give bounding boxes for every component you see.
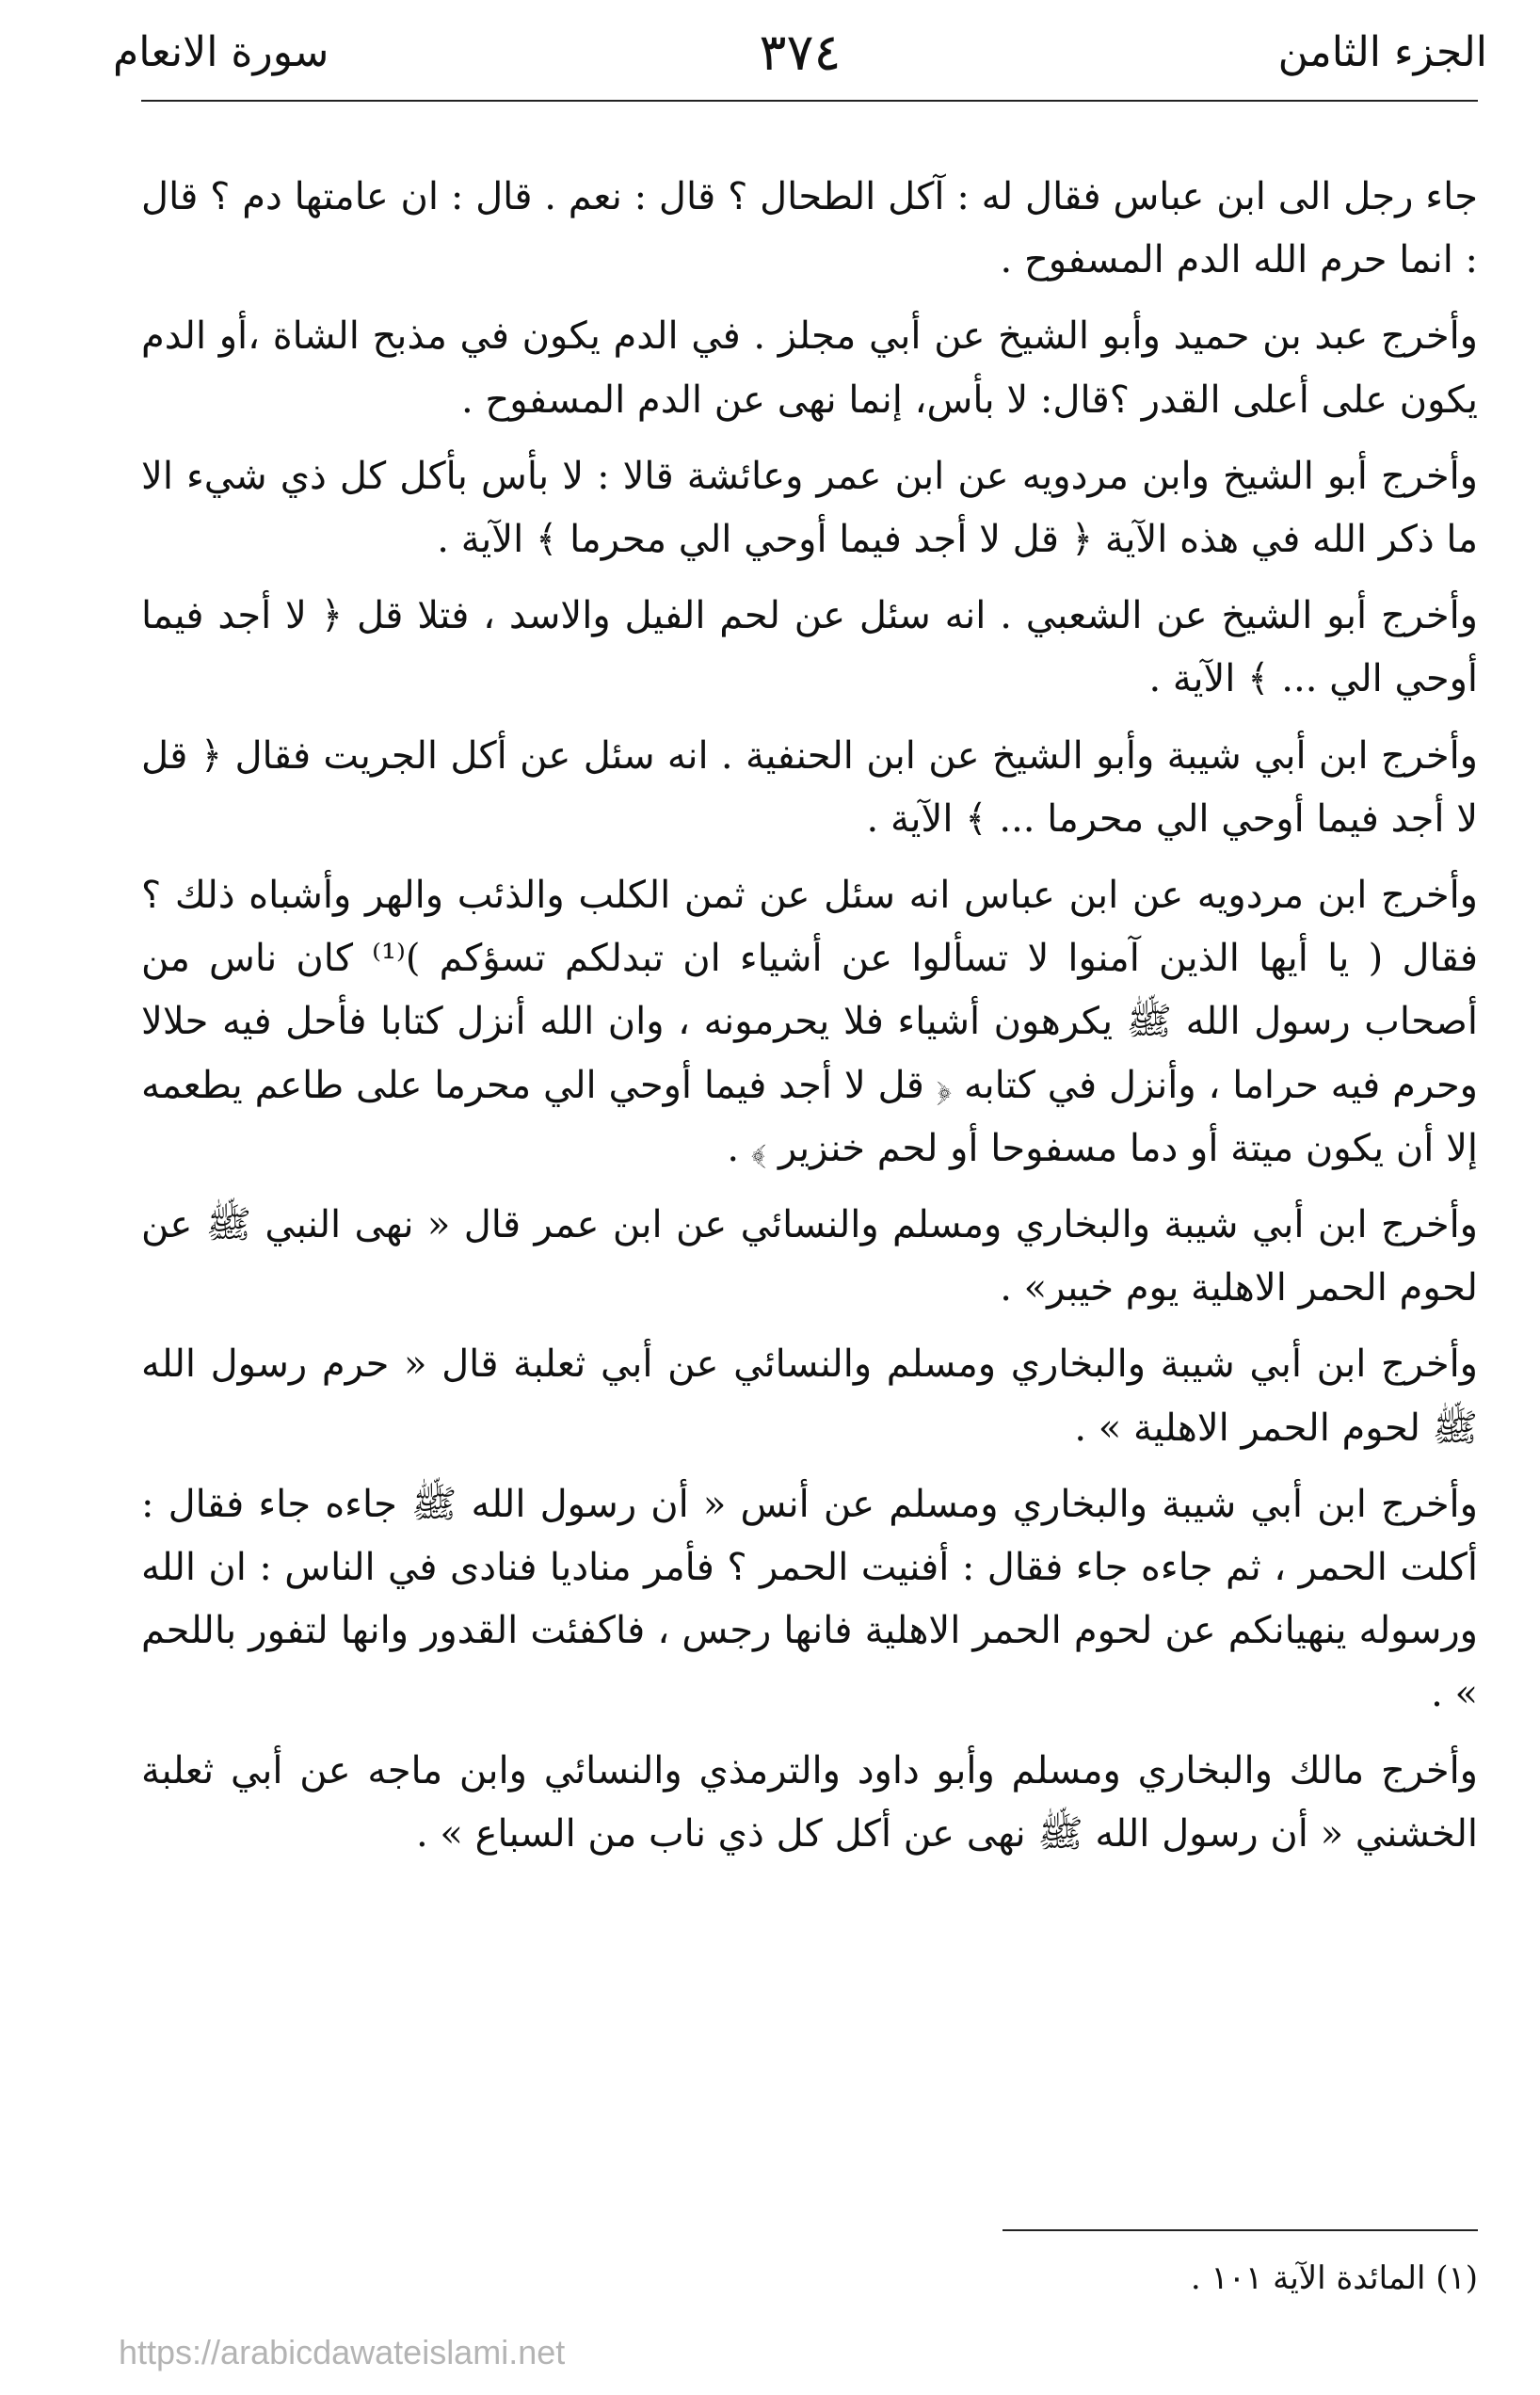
paragraph: وأخرج ابن أبي شيبة والبخاري ومسلم والنسائي عن ابن عمر قال « نهى النبي ﷺ عن لحوم الحمر الاهلية يوم خيبر» . — [141, 1203, 1478, 1310]
paragraph: وأخرج ابن أبي شيبة والبخاري ومسلم والنسائي عن أبي ثعلبة قال « حرم رسول الله ﷺ لحوم الحمر الاهلية » . — [141, 1342, 1478, 1450]
footnote: (١) المائدة الآية ١٠١ . — [1190, 2259, 1478, 2297]
paragraph: وأخرج أبو الشيخ وابن مردويه عن ابن عمر وعائشة قالا : لا بأس بأكل كل ذي شيء الا ما ذكر الله في هذه الآية ﴿ قل لا أجد فيما أوحي الي محرما ﴾ الآية . — [141, 454, 1478, 562]
page-header — [113, 19, 1487, 104]
watermark-url: https://arabicdawateislami.net — [119, 2333, 566, 2371]
surah-label: سورة الانعام — [113, 28, 329, 76]
paragraph: وأخرج ابن مردويه عن ابن عباس انه سئل عن ثمن الكلب والذئب والهر وأشباه ذلك ؟ فقال ( يا أيها الذين آمنوا لا تسألوا عن أشياء ان تبدلكم تسؤكم )⁽¹⁾ كان ناس من أصحاب رسول الله ﷺ يكرهون أشياء فلا يحرمونه ، وان الله أنزل كتابا فأحل فيه حلالا وحرم فيه حراما ، وأنزل في كتابه ﴿ قل لا أجد فيما أوحي الي محرما على طاعم يطعمه إلا أن يكون ميتة أو دما مسفوحا أو لحم خنزير ﴾ . — [141, 874, 1478, 1170]
paragraph: وأخرج عبد بن حميد وأبو الشيخ عن أبي مجلز . في الدم يكون في مذبح الشاة ،أو الدم يكون على أعلى القدر ؟قال: لا بأس، إنما نهى عن الدم المسفوح . — [141, 314, 1478, 422]
main-text — [141, 166, 1478, 1879]
paragraph: وأخرج مالك والبخاري ومسلم وأبو داود والترمذي والنسائي وابن ماجه عن أبي ثعلبة الخشني « أن رسول الله ﷺ نهى عن أكل كل ذي ناب من السباع » . — [141, 1748, 1478, 1856]
paragraph: جاء رجل الى ابن عباس فقال له : آكل الطحال ؟ قال : نعم . قال : ان عامتها دم ؟ قال : انما حرم الله الدم المسفوح . — [141, 175, 1478, 282]
header-divider — [141, 100, 1478, 102]
footnote-divider — [1003, 2229, 1478, 2231]
part-label: الجزء الثامن — [1277, 28, 1487, 76]
paragraph: وأخرج أبو الشيخ عن الشعبي . انه سئل عن لحم الفيل والاسد ، فتلا قل ﴿ لا أجد فيما أوحي الي ... ﴾ الآية . — [141, 594, 1478, 701]
paragraph: وأخرج ابن أبي شيبة وأبو الشيخ عن ابن الحنفية . انه سئل عن أكل الجريت فقال ﴿ قل لا أجد فيما أوحي الي محرما ... ﴾ الآية . — [141, 733, 1478, 841]
page-number: ٣٧٤ — [759, 23, 842, 82]
paragraph: وأخرج ابن أبي شيبة والبخاري ومسلم عن أنس « أن رسول الله ﷺ جاءه جاء فقال : أكلت الحمر ، ثم جاءه جاء فقال : أفنيت الحمر ؟ فأمر مناديا فنادى في الناس : ان الله ورسوله ينهيانكم عن لحوم الحمر الاهلية فانها رجس ، فاكفئت القدور وانها لتفور باللحم » . — [141, 1482, 1478, 1716]
